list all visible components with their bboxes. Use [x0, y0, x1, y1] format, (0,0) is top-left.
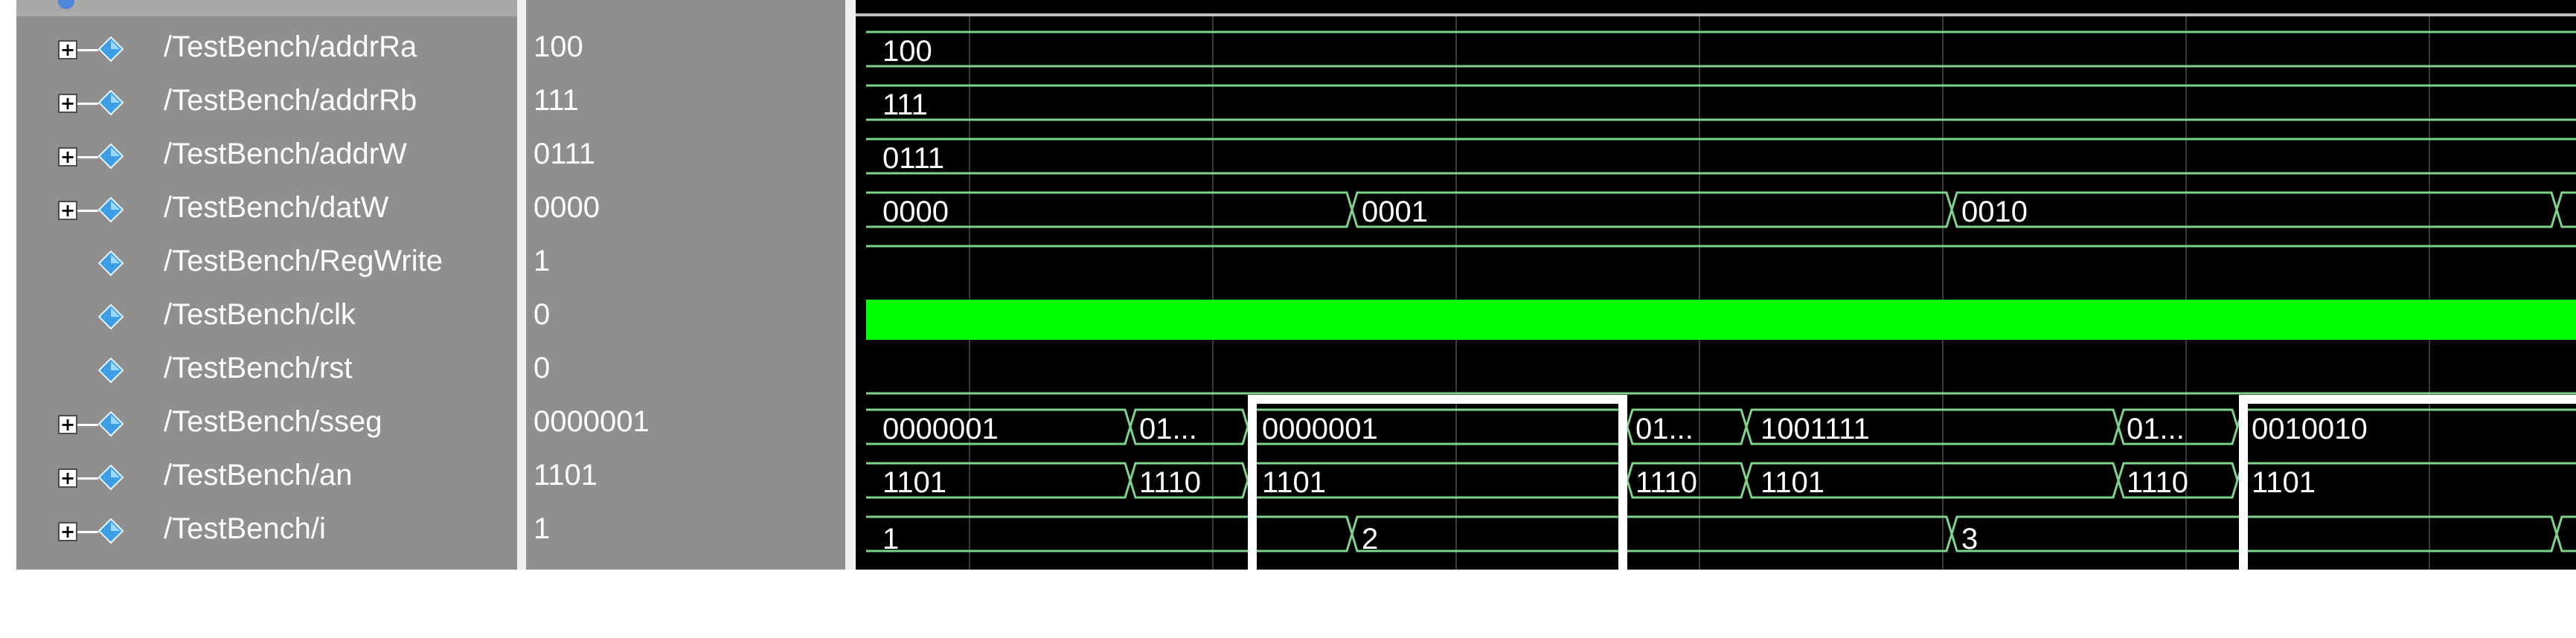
signal-value: 0111 [534, 138, 596, 170]
signal-diamond-icon [98, 36, 124, 62]
pane-splitter[interactable] [845, 0, 856, 570]
bus-value-label: 01... [1139, 413, 1197, 445]
wave-addrRa [866, 32, 2576, 66]
expand-icon[interactable]: + [58, 201, 77, 220]
tree-connector [77, 103, 98, 105]
signal-row-sseg[interactable] [16, 398, 517, 451]
tree-connector [77, 531, 98, 533]
expand-icon[interactable]: + [58, 522, 77, 541]
bus-value-label: 1 [882, 523, 900, 555]
bus-value-label: 01... [2127, 413, 2185, 445]
highlight-annotations [1252, 399, 2576, 570]
bus-segment [1952, 193, 2557, 227]
expand-icon[interactable]: + [58, 415, 77, 434]
bus-value-label: 100 [882, 35, 932, 68]
bus-value-label: 01... [1635, 413, 1694, 445]
signal-name: /TestBench/addrRb [164, 84, 417, 117]
signal-row-datW[interactable] [16, 184, 517, 237]
bus-value-label: 0000001 [1262, 413, 1378, 445]
signal-name: /TestBench/rst [164, 352, 353, 384]
signal-row-i[interactable] [16, 505, 517, 558]
bus-value-label: 1101 [2252, 466, 2316, 499]
signal-row-addrRb[interactable] [16, 77, 517, 130]
wave-addrW [866, 139, 2576, 173]
signal-diamond-icon [98, 465, 124, 490]
bus-value-label: 1110 [1139, 466, 1202, 499]
signal-value: 111 [534, 84, 579, 117]
bus-segment [2557, 193, 2576, 227]
names-header-band [16, 0, 517, 16]
signal-name: /TestBench/RegWrite [164, 245, 443, 277]
signal-row-an[interactable] [16, 451, 517, 505]
signal-value: 100 [534, 30, 583, 63]
value-cell [526, 505, 845, 558]
signal-diamond-icon [98, 518, 124, 544]
signal-diamond-icon [98, 358, 124, 383]
wave-datW [866, 193, 2576, 227]
signal-diamond-icon [98, 304, 124, 329]
signal-value: 1 [534, 245, 551, 277]
signal-value: 1101 [534, 459, 598, 492]
waveform-panel[interactable] [856, 0, 2576, 570]
signal-value: 0000001 [534, 405, 650, 438]
tree-connector [77, 49, 98, 51]
signal-diamond-icon [98, 251, 124, 276]
signal-value: 0000 [534, 191, 600, 224]
tree-connector [77, 156, 98, 158]
bus-value-label: 111 [882, 88, 928, 121]
bus-value-label: 2 [1362, 523, 1379, 555]
value-cell [526, 291, 845, 344]
bus-value-label: 0001 [1362, 196, 1428, 228]
signal-row-clk[interactable] [16, 291, 517, 344]
value-cell [526, 23, 845, 77]
bus-value-label: 1101 [1262, 466, 1327, 499]
bus-value-label: 0010010 [2252, 413, 2368, 445]
bus-value-label: 1101 [1760, 466, 1825, 499]
pane-splitter[interactable] [517, 0, 526, 570]
bus-segment [1352, 193, 1952, 227]
signal-name: /TestBench/an [164, 459, 353, 492]
bus-value-label: 0000 [882, 196, 949, 228]
bus-value-label: 0111 [882, 142, 945, 175]
signal-names-panel [16, 0, 517, 570]
signal-diamond-icon [98, 144, 124, 169]
bus-segment [2557, 517, 2576, 551]
signal-name: /TestBench/datW [164, 191, 389, 224]
signal-value: 0 [534, 298, 551, 331]
signal-row-rst[interactable] [16, 344, 517, 398]
wave-addrRb [866, 86, 2576, 120]
tree-connector [77, 210, 98, 212]
signal-values-panel [526, 0, 845, 570]
signal-name: /TestBench/addrRa [164, 30, 417, 63]
signal-name: /TestBench/clk [164, 298, 356, 331]
wave-i [866, 517, 2576, 551]
signal-row-RegWrite[interactable] [16, 237, 517, 291]
signal-name: /TestBench/addrW [164, 138, 407, 170]
expand-icon[interactable]: + [58, 468, 77, 488]
page-bottom-margin [0, 570, 2576, 638]
value-cell [526, 398, 845, 451]
signal-name: /TestBench/i [164, 512, 326, 545]
bus-value-label: 0000001 [882, 413, 999, 445]
bus-value-label: 3 [1961, 523, 1979, 555]
bus-segment [1952, 517, 2557, 551]
signal-value: 1 [534, 512, 551, 545]
bus-value-label: 1001111 [1760, 413, 1870, 445]
expand-icon[interactable]: + [58, 94, 77, 113]
value-cell [526, 237, 845, 291]
signal-row-addrRa[interactable] [16, 23, 517, 77]
bus-segment [866, 517, 1352, 551]
signal-diamond-icon [98, 411, 124, 436]
value-cell [526, 184, 845, 237]
bus-value-label: 1110 [1635, 466, 1698, 499]
waveform-canvas[interactable] [856, 0, 2576, 570]
wave-clk [866, 300, 2576, 340]
wave-an [866, 463, 2576, 497]
value-cell [526, 77, 845, 130]
signal-value: 0 [534, 352, 551, 384]
value-cell [526, 130, 845, 184]
bus-segment [1352, 517, 1952, 551]
tree-connector [77, 477, 98, 480]
value-cell [526, 344, 845, 398]
expand-icon[interactable]: + [58, 147, 77, 167]
expand-icon[interactable]: + [58, 40, 77, 59]
signal-name: /TestBench/sseg [164, 405, 382, 438]
signal-diamond-icon [98, 197, 124, 222]
bus-value-label: 1110 [2127, 466, 2189, 499]
tree-connector [77, 424, 98, 426]
signal-diamond-icon [98, 90, 124, 115]
bus-value-label: 1101 [882, 466, 947, 499]
signal-row-addrW[interactable] [16, 130, 517, 184]
value-cell [526, 451, 845, 505]
bus-value-label: 0010 [1961, 196, 2028, 228]
